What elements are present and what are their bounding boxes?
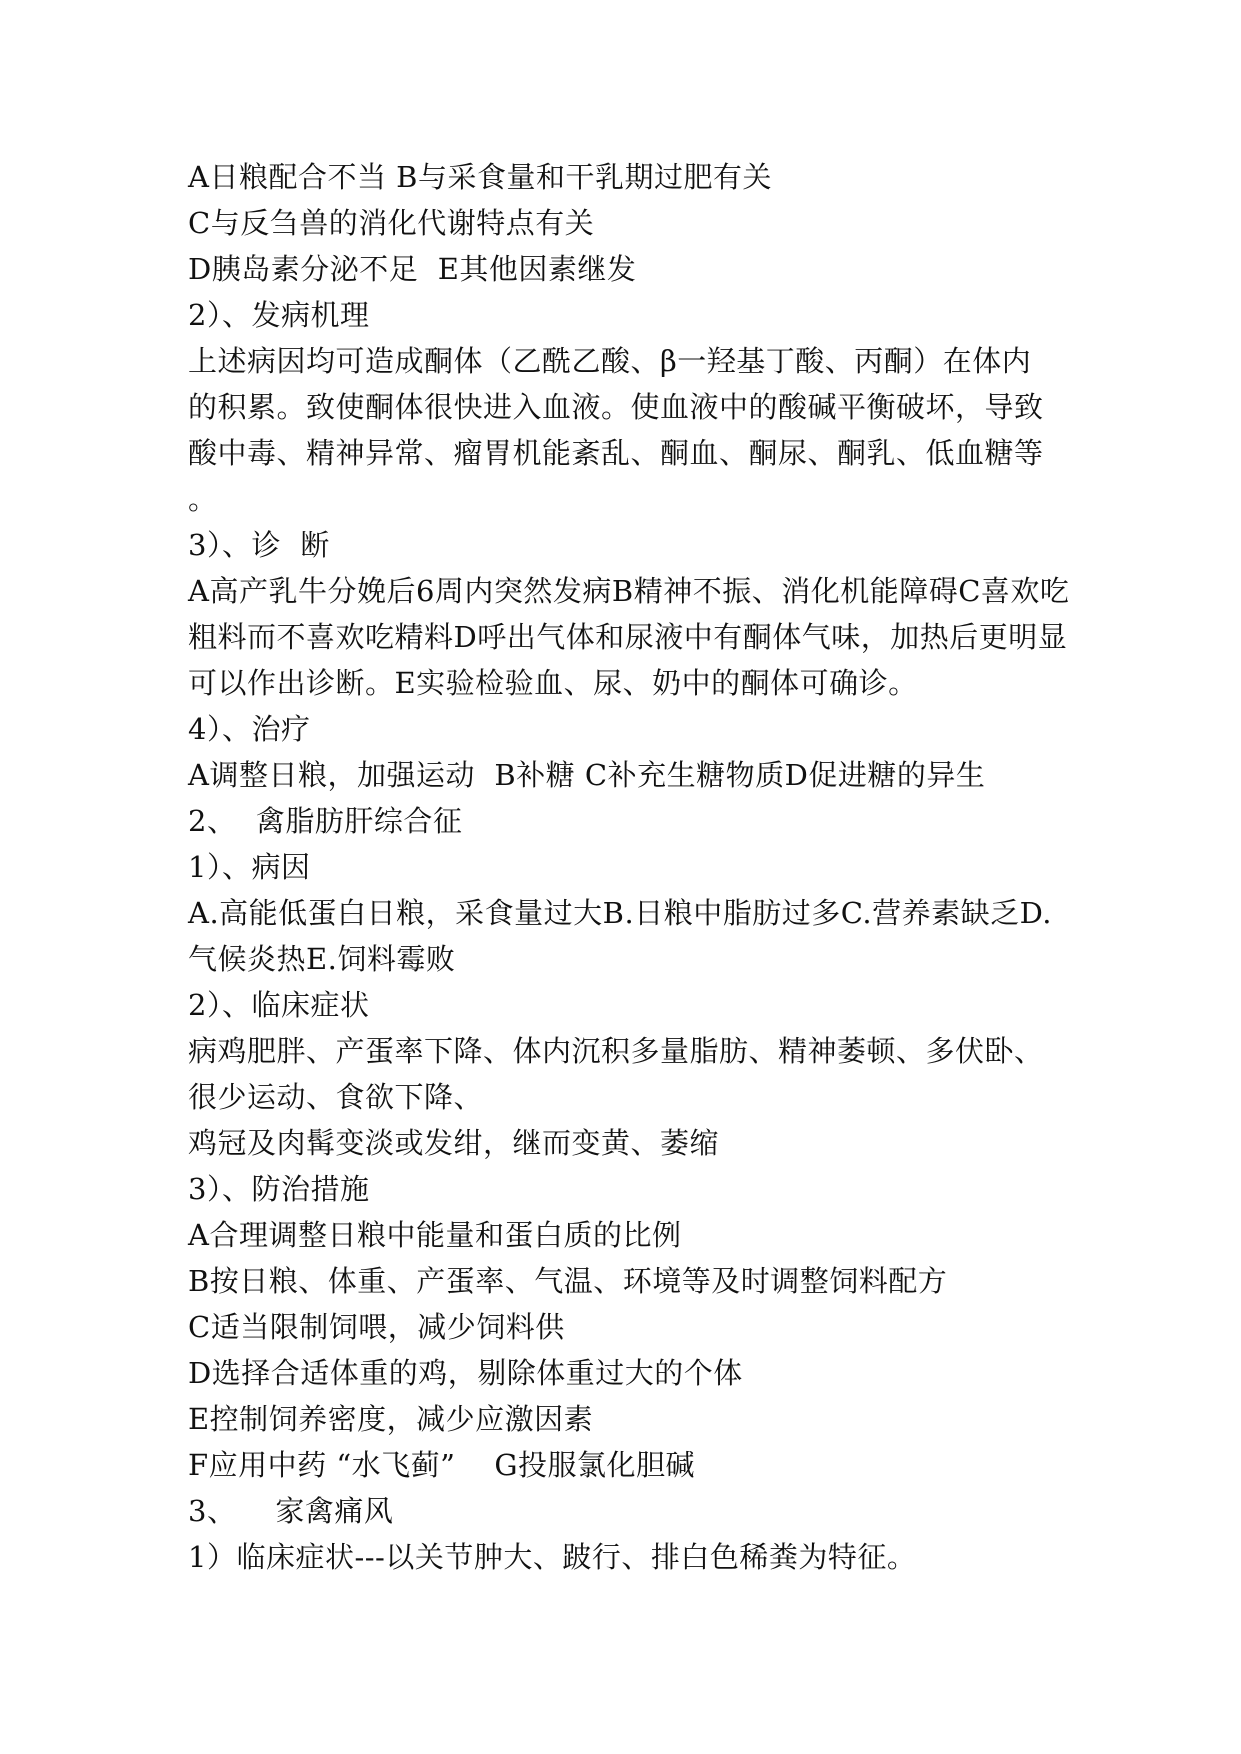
chapter-heading: 3、 家禽痛风: [188, 1494, 394, 1528]
text-line: F应用中药 “水飞蓟” G投服氯化胆碱: [188, 1448, 696, 1482]
text-line: 酸中毒、精神异常、瘤胃机能紊乱、酮血、酮尿、酮乳、低血糖等: [188, 436, 1044, 470]
text-line: A合理调整日粮中能量和蛋白质的比例: [188, 1218, 682, 1252]
text-line: 可以作出诊断。E实验检验血、尿、奶中的酮体可确诊。: [188, 666, 918, 700]
text-line: 。: [188, 482, 218, 516]
text-line: 上述病因均可造成酮体（乙酰乙酸、β一羟基丁酸、丙酮）在体内: [188, 344, 1032, 378]
section-heading: 2）、临床症状: [188, 988, 370, 1022]
text-line: A调整日粮，加强运动 B补糖 C补充生糖物质D促进糖的异生: [188, 758, 986, 792]
document-body: [188, 154, 1078, 1580]
text-line: 的积累。致使酮体很快进入血液。使血液中的酸碱平衡破坏，导致: [188, 390, 1044, 424]
text-line: C与反刍兽的消化代谢特点有关: [188, 206, 595, 240]
chapter-heading: 2、 禽脂肪肝综合征: [188, 804, 463, 838]
text-line: A日粮配合不当 B与采食量和干乳期过肥有关: [188, 160, 772, 194]
text-line: D胰岛素分泌不足 E其他因素继发: [188, 252, 637, 286]
text-line: 病鸡肥胖、产蛋率下降、体内沉积多量脂肪、精神萎顿、多伏卧、: [188, 1034, 1044, 1068]
text-line: 鸡冠及肉髯变淡或发绀，继而变黄、萎缩: [188, 1126, 720, 1160]
text-line: C适当限制饲喂，减少饲料供: [188, 1310, 565, 1344]
section-heading: 3）、防治措施: [188, 1172, 370, 1206]
text-line: E控制饲养密度，减少应激因素: [188, 1402, 594, 1436]
section-heading: 2）、发病机理: [188, 298, 370, 332]
text-line: 粗料而不喜欢吃精料D呼出气体和尿液中有酮体气味，加热后更明显: [188, 620, 1068, 654]
text-line: 气候炎热E.饲料霉败: [188, 942, 456, 976]
text-line: D选择合适体重的鸡，剔除体重过大的个体: [188, 1356, 743, 1390]
text-line: A.高能低蛋白日粮，采食量过大B.日粮中脂肪过多C.营养素缺乏D.: [188, 896, 1053, 930]
text-line: 1）临床症状---以关节肿大、跛行、排白色稀粪为特征。: [188, 1540, 917, 1574]
text-line: B按日粮、体重、产蛋率、气温、环境等及时调整饲料配方: [188, 1264, 948, 1298]
section-heading: 3）、诊 断: [188, 528, 330, 562]
text-line: A高产乳牛分娩后6周内突然发病B精神不振、消化机能障碍C喜欢吃: [188, 574, 1070, 608]
section-heading: 4）、治疗: [188, 712, 311, 746]
text-line: 很少运动、食欲下降、: [188, 1080, 484, 1114]
section-heading: 1）、病因: [188, 850, 311, 884]
